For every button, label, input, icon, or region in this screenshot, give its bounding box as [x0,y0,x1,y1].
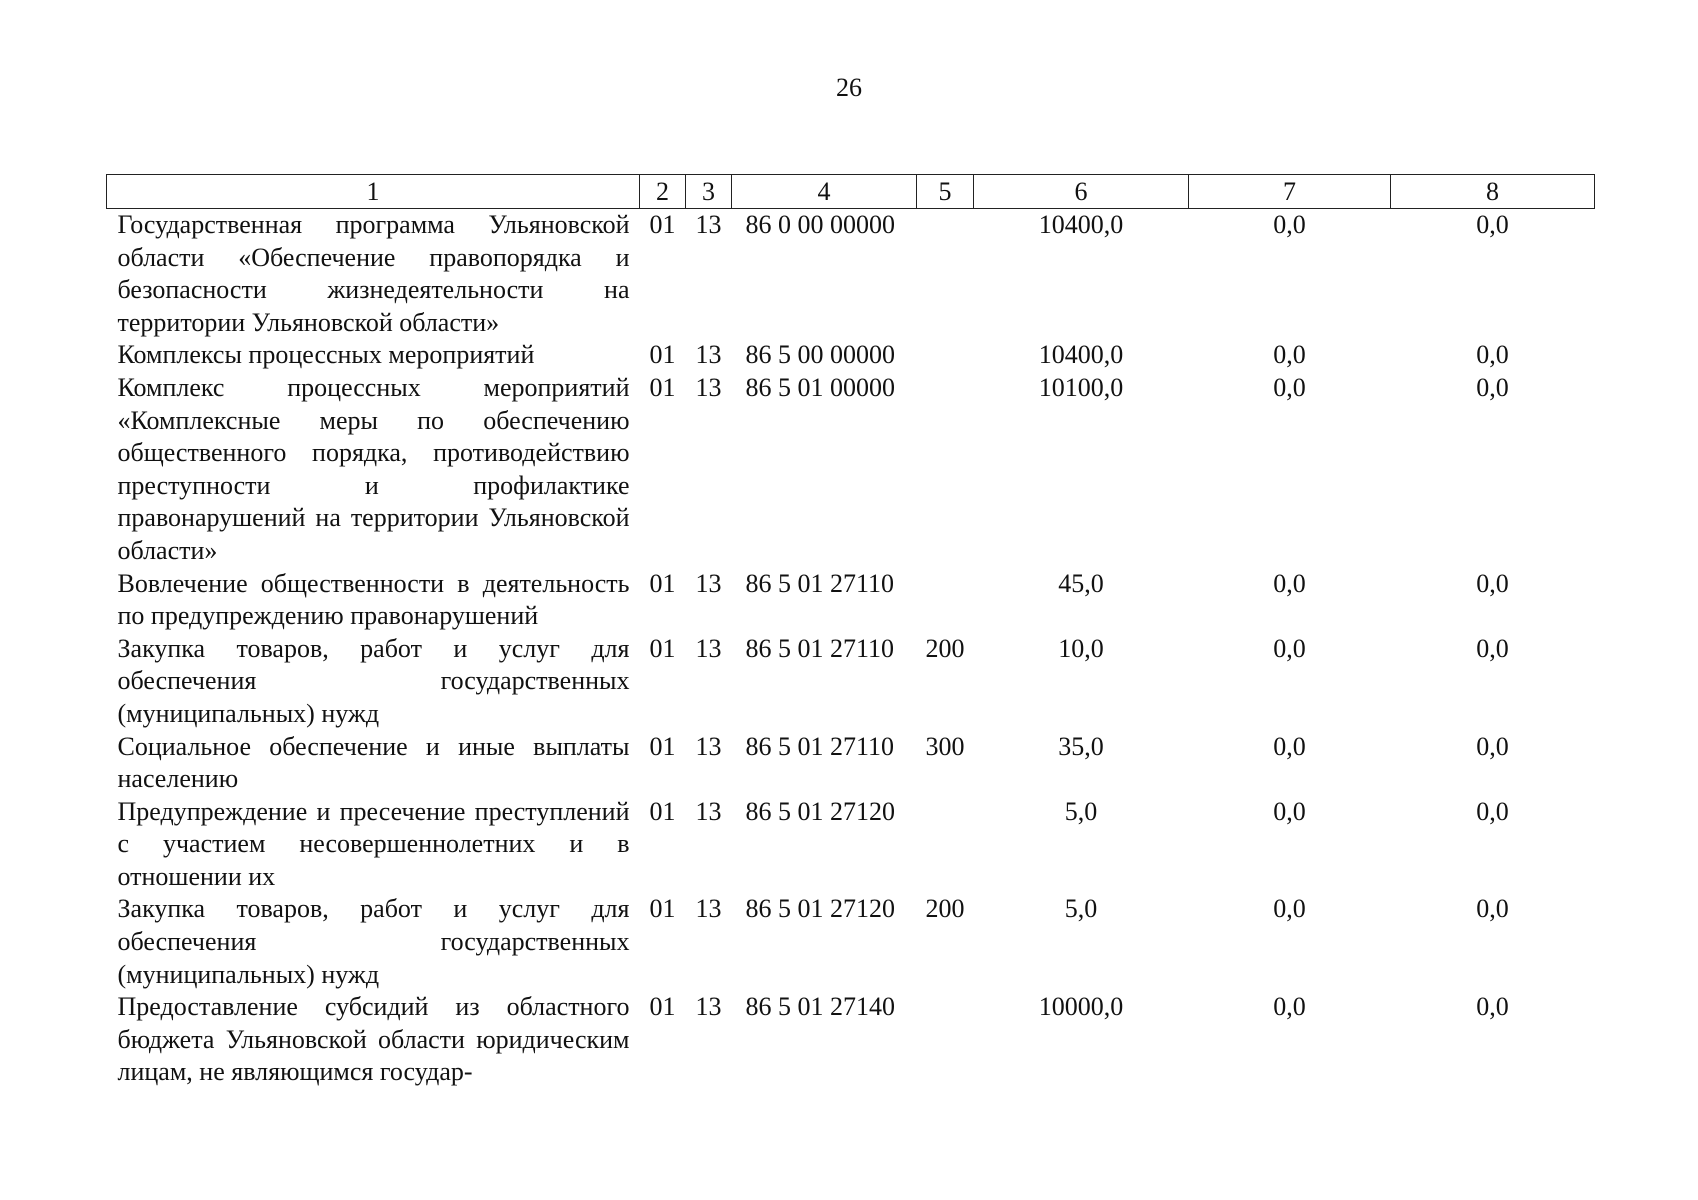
target-article-cell: 86 5 01 00000 [745,372,895,402]
amount-col6-cell: 5,0 [1064,894,1098,924]
section-code-cell: 01 [649,731,676,761]
amount-col8-cell: 0,0 [1476,633,1509,663]
target-article-cell: 86 5 01 27110 [745,633,895,663]
expense-type-cell [917,568,974,633]
subsection-code-cell: 13 [695,568,722,598]
table-row [107,372,1595,568]
amount-col7-cell: 0,0 [1273,633,1306,663]
subsection-code-cell: 13 [695,340,722,370]
amount-col7-cell: 0,0 [1273,340,1306,370]
amount-col7-cell: 0,0 [1273,894,1306,924]
section-code-cell: 01 [649,796,676,826]
column-header: 7 [1189,175,1391,209]
row-name-cell: Комплекс процессных мероприятий «Комплексные меры по обеспечению общественного порядка, противодействию преступности и профилактике правонарушений на территории Ульяновской области» [117,372,630,565]
amount-col8-cell: 0,0 [1476,992,1509,1022]
target-article-cell: 86 0 00 00000 [745,210,895,239]
table-row [107,209,1595,340]
row-name-cell: Предупреждение и пресечение преступлений с участием несовершеннолетних и в отношении их [117,796,630,891]
expense-type-cell [917,991,974,1089]
target-article-cell: 86 5 01 27120 [745,894,895,924]
subsection-code-cell: 13 [695,210,722,239]
column-number-header-row [107,175,1595,209]
amount-col6-cell: 10400,0 [1038,340,1124,370]
target-article-cell: 86 5 01 27110 [745,568,895,598]
subsection-code-cell: 13 [695,633,722,663]
row-name-cell: Государственная программа Ульяновской области «Обеспечение правопорядка и безопасности жизнедеятельности на территории Ульяновской области» [117,210,630,337]
target-article-cell: 86 5 00 00000 [745,340,895,370]
section-code-cell: 01 [649,992,676,1022]
amount-col6-cell: 35,0 [1058,731,1104,761]
amount-col8-cell: 0,0 [1476,568,1509,598]
amount-col8-cell: 0,0 [1476,340,1509,370]
section-code-cell: 01 [649,568,676,598]
amount-col7-cell: 0,0 [1273,992,1306,1022]
section-code-cell: 01 [649,633,676,663]
amount-col6-cell: 5,0 [1064,796,1098,826]
column-header: 2 [640,175,686,209]
amount-col7-cell: 0,0 [1273,568,1306,598]
row-name-cell: Предоставление субсидий из областного бюджета Ульяновской области юридическим лицам, не являющимся государ- [117,992,630,1087]
expense-type-cell [917,796,974,894]
amount-col8-cell: 0,0 [1476,372,1509,402]
column-header: 3 [686,175,732,209]
subsection-code-cell: 13 [695,894,722,924]
section-code-cell: 01 [649,340,676,370]
table-row [107,568,1595,633]
amount-col7-cell: 0,0 [1273,210,1306,239]
column-header: 5 [917,175,974,209]
target-article-cell: 86 5 01 27110 [745,731,895,761]
target-article-cell: 86 5 01 27140 [745,992,895,1022]
budget-table-body [107,209,1595,1090]
table-row [107,893,1595,991]
row-name-cell: Комплексы процессных мероприятий [117,340,535,370]
amount-col6-cell: 10400,0 [1038,210,1124,239]
expense-type-cell: 200 [925,894,965,924]
column-header: 6 [974,175,1189,209]
amount-col7-cell: 0,0 [1273,796,1306,826]
expense-type-cell: 200 [925,633,965,663]
table-row [107,633,1595,731]
column-header: 1 [107,175,640,209]
section-code-cell: 01 [649,894,676,924]
row-name-cell: Вовлечение общественности в деятельность по предупреждению правонарушений [117,568,630,631]
table-row [107,339,1595,372]
column-header: 8 [1391,175,1595,209]
column-header: 4 [732,175,917,209]
section-code-cell: 01 [649,372,676,402]
amount-col7-cell: 0,0 [1273,731,1306,761]
amount-col8-cell: 0,0 [1476,796,1509,826]
amount-col6-cell: 10100,0 [1038,372,1124,402]
amount-col7-cell: 0,0 [1273,372,1306,402]
expense-type-cell [917,339,974,372]
amount-col6-cell: 10,0 [1058,633,1104,663]
section-code-cell: 01 [649,210,676,239]
target-article-cell: 86 5 01 27120 [745,796,895,826]
amount-col8-cell: 0,0 [1476,210,1509,239]
amount-col8-cell: 0,0 [1476,894,1509,924]
row-name-cell: Социальное обеспечение и иные выплаты населению [117,731,630,794]
amount-col6-cell: 45,0 [1058,568,1104,598]
table-row [107,991,1595,1089]
subsection-code-cell: 13 [695,731,722,761]
amount-col6-cell: 10000,0 [1038,992,1124,1022]
row-name-cell: Закупка товаров, работ и услуг для обеспечения государственных (муниципальных) нужд [117,894,630,989]
budget-table [106,174,1595,1089]
table-row [107,796,1595,894]
expense-type-cell [917,372,974,568]
subsection-code-cell: 13 [695,992,722,1022]
expense-type-cell: 300 [925,731,965,761]
row-name-cell: Закупка товаров, работ и услуг для обеспечения государственных (муниципальных) нужд [117,633,630,728]
page-number: 26 [836,73,862,102]
subsection-code-cell: 13 [695,372,722,402]
subsection-code-cell: 13 [695,796,722,826]
table-row [107,731,1595,796]
amount-col8-cell: 0,0 [1476,731,1509,761]
expense-type-cell [917,209,974,340]
